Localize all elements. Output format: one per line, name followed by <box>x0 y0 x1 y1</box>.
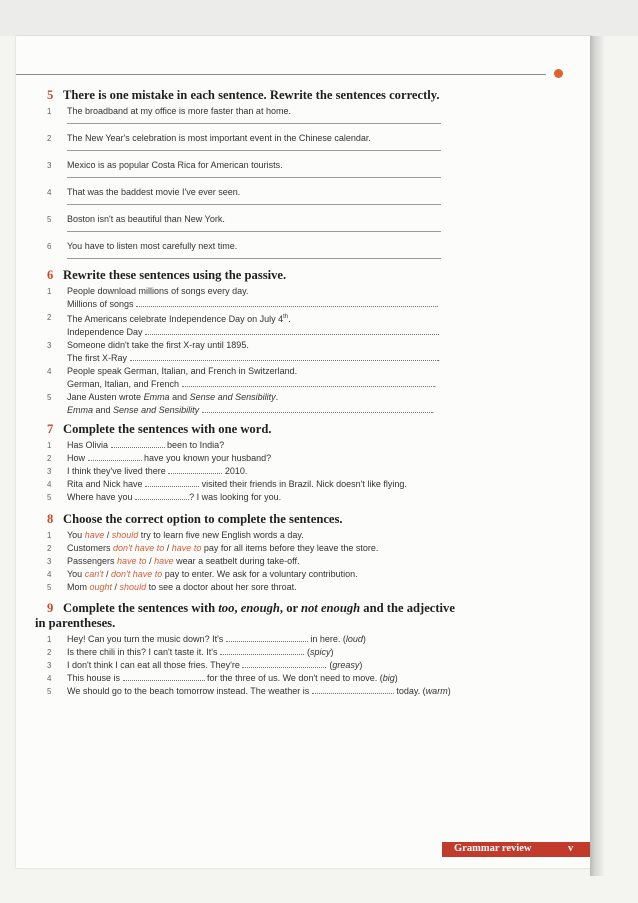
answer-blank[interactable] <box>226 633 308 642</box>
exercise-item: 1 People download millions of songs every day. Millions of songs . <box>47 286 439 309</box>
section-5-heading: 5 There is one mistake in each sentence. Rewrite the sentences correctly. <box>47 88 440 102</box>
section-8-heading: 8 Choose the correct option to complete the sentences. <box>47 512 343 526</box>
answer-line[interactable] <box>67 122 441 124</box>
exercise-item: 3 I think they've lived there 2010. <box>47 466 248 476</box>
exercise-item: 2 Customers don't have to / have to pay for all items before they leave the store. <box>47 543 379 553</box>
answer-blank[interactable] <box>145 326 437 335</box>
answer-blank[interactable] <box>202 404 432 413</box>
exercise-item: 3 Someone didn't take the first X-ray until 1895. The first X-Ray . <box>47 340 441 363</box>
answer-line[interactable] <box>67 149 441 151</box>
exercise-item: 6 You have to listen most carefully next time. <box>47 241 238 251</box>
option-b[interactable]: have to <box>171 543 202 553</box>
section-7-heading: 7 Complete the sentences with one word. <box>47 422 272 436</box>
section-6 <box>47 268 467 417</box>
section-6-heading: 6 Rewrite these sentences using the passive. <box>47 268 287 282</box>
answer-line[interactable] <box>67 203 441 205</box>
section-8 <box>47 512 467 594</box>
answer-line[interactable] <box>67 230 441 232</box>
exercise-item: 1 Hey! Can you turn the music down? It's in here. (loud) <box>47 634 366 644</box>
exercise-item: 2 How have you known your husband? <box>47 453 272 463</box>
exercise-item: 4 That was the baddest movie I've ever seen. <box>47 187 241 197</box>
exercise-item: 1 You have / should try to learn five new English words a day. <box>47 530 304 540</box>
exercise-item: 5 Boston isn't as beautiful than New York. <box>47 214 225 224</box>
footer-label: Grammar review <box>454 843 532 854</box>
answer-blank[interactable] <box>168 465 222 474</box>
answer-blank[interactable] <box>88 452 142 461</box>
option-a[interactable]: have to <box>117 556 147 566</box>
answer-blank[interactable] <box>145 478 199 487</box>
option-a[interactable]: ought <box>89 582 113 592</box>
option-b[interactable]: don't have to <box>110 569 163 579</box>
answer-line[interactable] <box>67 176 441 178</box>
exercise-item: 5 We should go to the beach tomorrow instead. The weather is today. (warm) <box>47 686 451 696</box>
option-a[interactable]: don't have to <box>113 543 165 553</box>
exercise-item: 3 Passengers have to / have wear a seatbelt during take-off. <box>47 556 300 566</box>
option-b[interactable]: have <box>154 556 174 566</box>
exercise-item: 2 The New Year's celebration is most important event in the Chinese calendar. <box>47 133 371 143</box>
exercise-item: 4 Rita and Nick have visited their friends in Brazil. Nick doesn't like flying. <box>47 479 407 489</box>
exercise-item: 5 Mom ought / should to see a doctor about her sore throat. <box>47 582 297 592</box>
binding-shadow <box>590 36 604 876</box>
exercise-item: 2 Is there chili in this? I can't taste it. It's . (spicy) <box>47 647 334 657</box>
page-number: v <box>568 843 574 854</box>
answer-blank[interactable] <box>130 352 438 361</box>
exercise-item: 3 Mexico is as popular Costa Rica for American tourists. <box>47 160 283 170</box>
option-b[interactable]: should <box>119 582 147 592</box>
exercise-item: 1 Has Olivia been to India? <box>47 440 225 450</box>
section-9-heading: 9 Complete the sentences with too, enough, or not enough and the adjective in parentheses. <box>35 601 455 630</box>
option-a[interactable]: can't <box>84 569 104 579</box>
answer-blank[interactable] <box>136 298 436 307</box>
exercise-item: 1 The broadband at my office is more faster than at home. <box>47 106 291 116</box>
answer-blank[interactable] <box>220 646 302 655</box>
scan-background <box>0 0 638 36</box>
section-5 <box>47 88 467 259</box>
exercise-item: 5 Where have you ? I was looking for you. <box>47 492 282 502</box>
answer-blank[interactable] <box>312 685 394 694</box>
answer-blank[interactable] <box>111 439 165 448</box>
exercise-item: 4 This house is for the three of us. We don't need to move. (big) <box>47 673 398 683</box>
answer-blank[interactable] <box>242 659 324 668</box>
exercise-item: 5 Jane Austen wrote Emma and Sense and Sensibility. Emma and Sense and Sensibility . <box>47 392 435 415</box>
answer-blank[interactable] <box>123 672 205 681</box>
answer-blank[interactable] <box>182 378 434 387</box>
section-7 <box>47 422 467 504</box>
exercise-item: 2 The Americans celebrate Independence Day on July 4th. Independence Day . <box>47 313 440 337</box>
orange-dot-decoration <box>554 69 563 78</box>
section-9 <box>35 601 497 698</box>
option-a[interactable]: have <box>84 530 105 540</box>
answer-line[interactable] <box>67 257 441 259</box>
exercise-item: 3 I don't think I can eat all those fries. They're . (greasy) <box>47 660 363 670</box>
exercise-item: 4 You can't / don't have to pay to enter. We ask for a voluntary contribution. <box>47 569 358 579</box>
option-b[interactable]: should <box>111 530 139 540</box>
exercise-item: 4 People speak German, Italian, and French in Switzerland. German, Italian, and French . <box>47 366 437 389</box>
top-rule <box>16 74 546 75</box>
answer-blank[interactable] <box>135 491 189 500</box>
